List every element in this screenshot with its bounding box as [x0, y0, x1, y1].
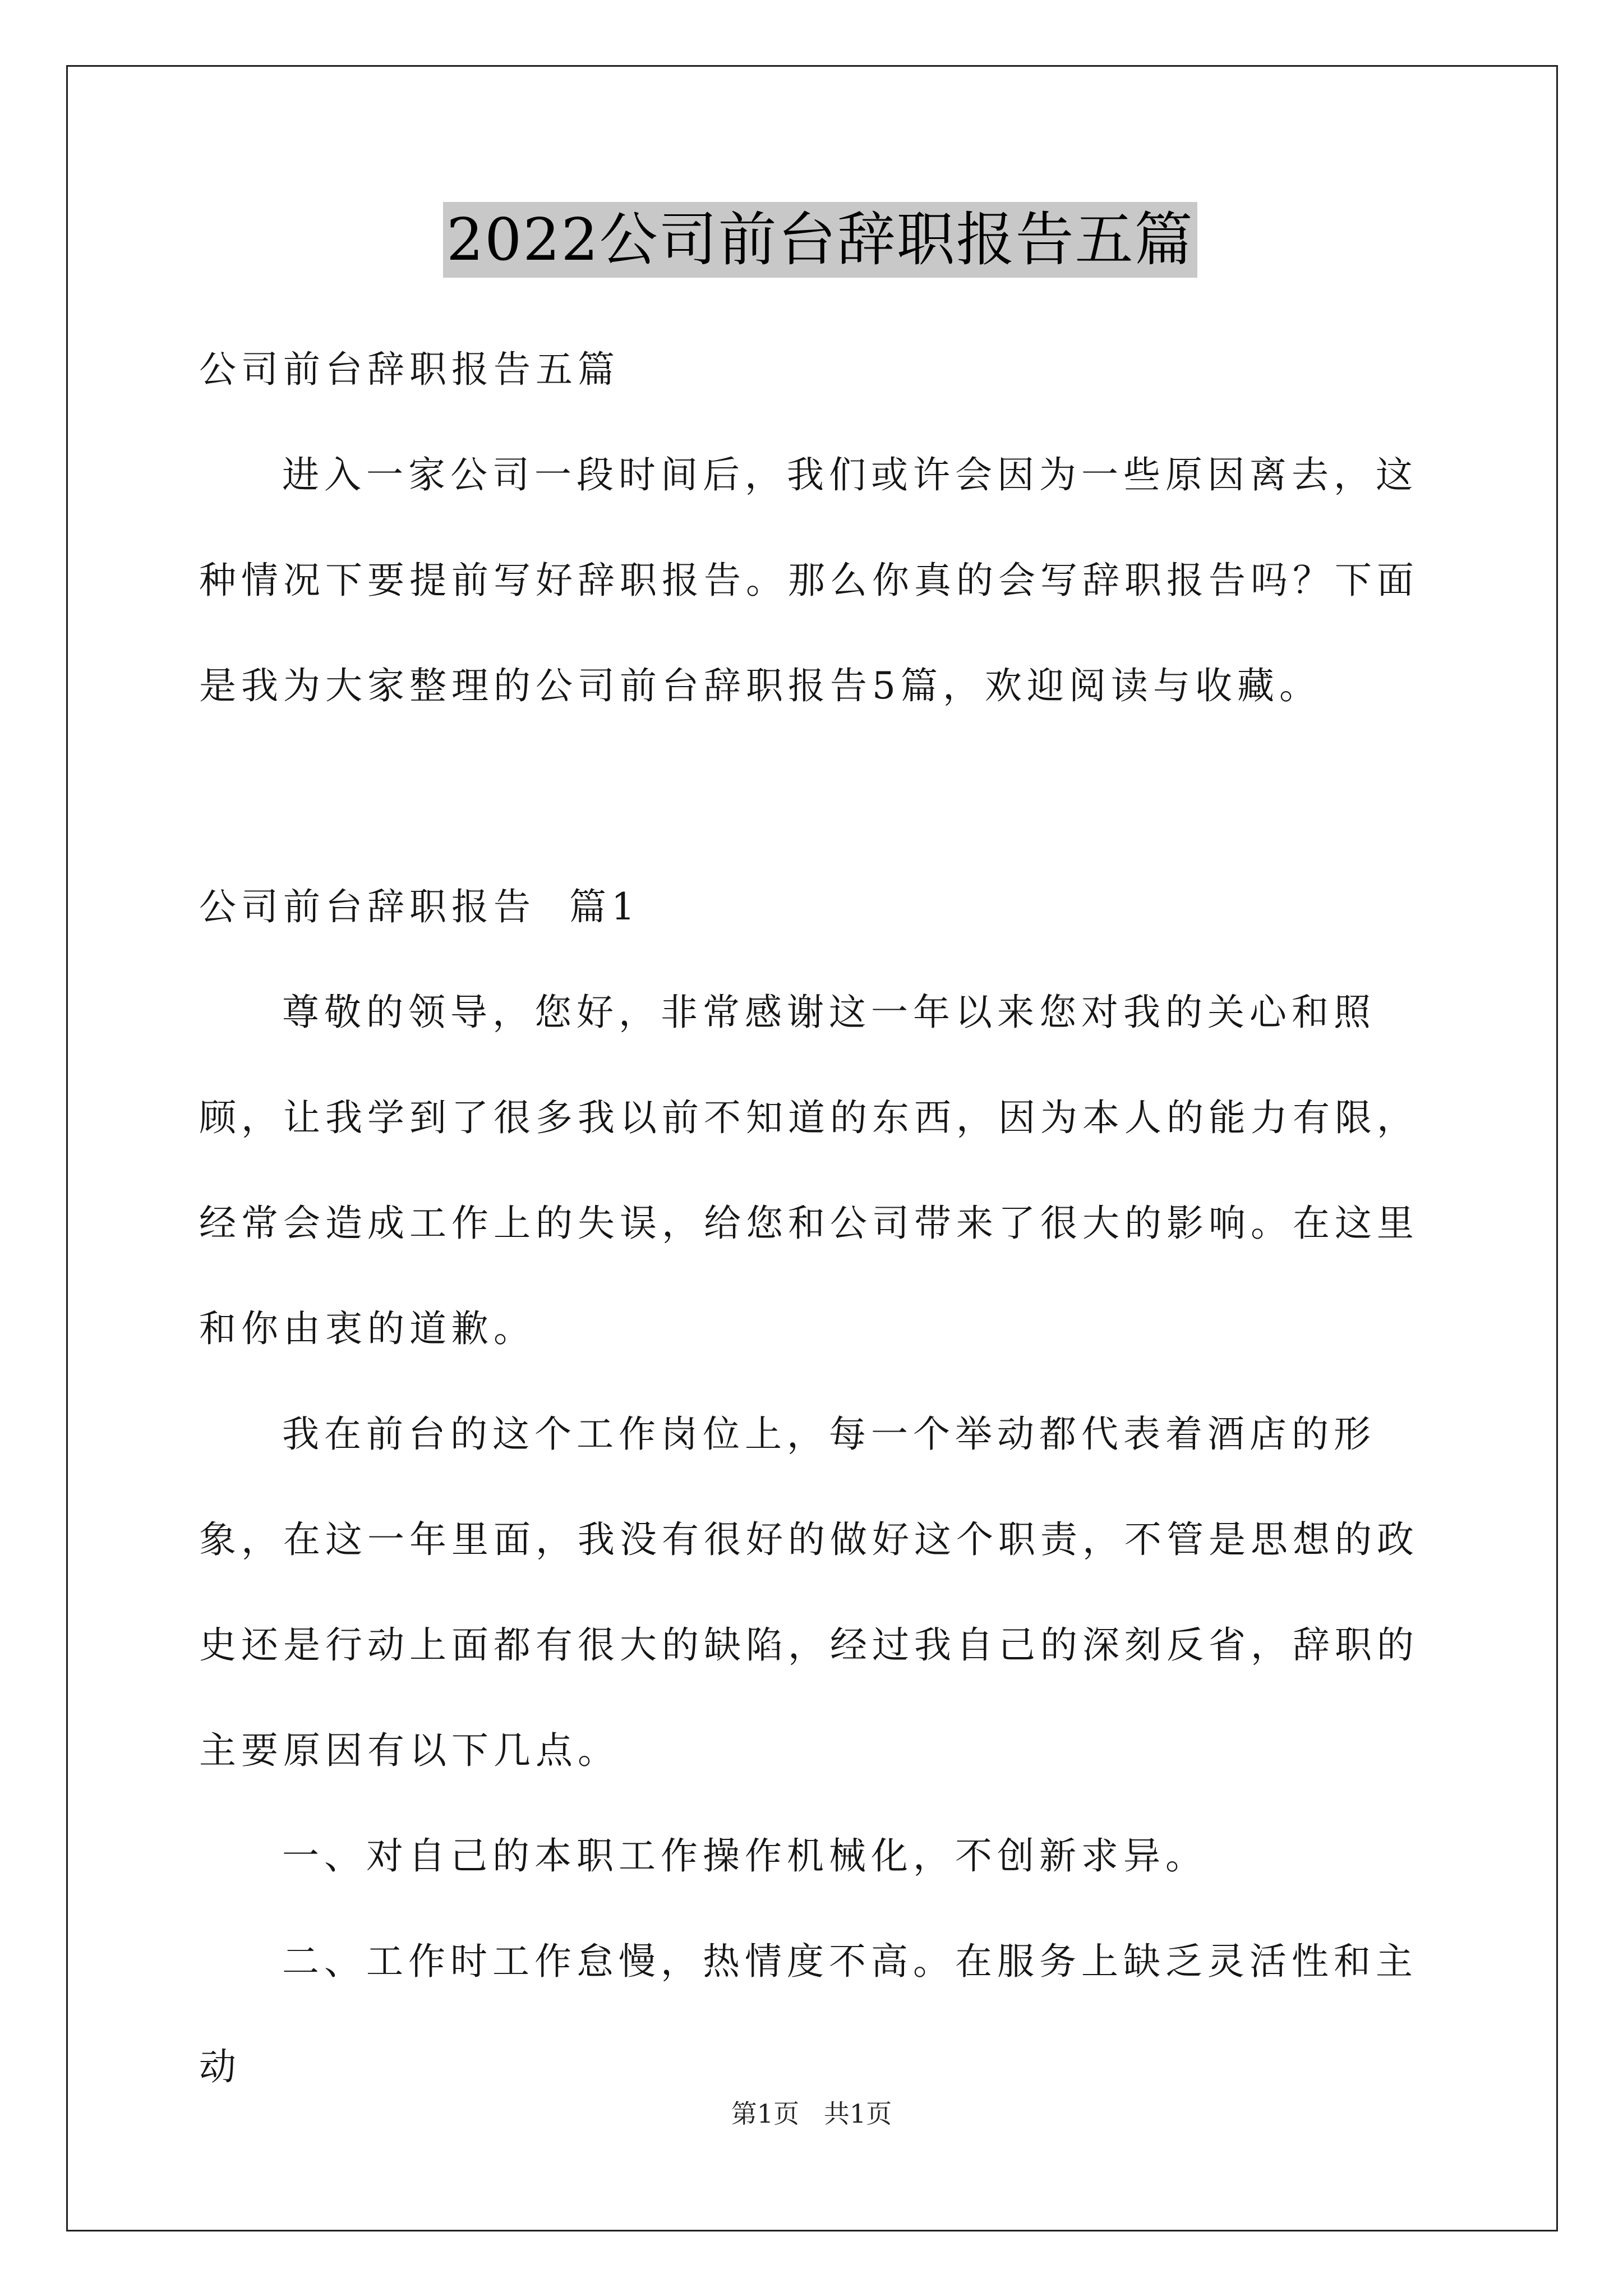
intro-paragraph: 进入一家公司一段时间后，我们或许会因为一些原因离去，这种情况下要提前写好辞职报告。那么你真的会写辞职报告吗？下面是我为大家整理的公司前台辞职报告5篇，欢迎阅读与收藏。: [199, 453, 1419, 707]
page-number: 第1页 共1页: [731, 2099, 892, 2129]
body-paragraph-1: 尊敬的领导，您好，非常感谢这一年以来您对我的关心和照顾，让我学到了很多我以前不知道的东西，因为本人的能力有限，经常会造成工作上的失误，给您和公司带来了很大的影响。在这里和你由衷的道歉。: [199, 991, 1419, 1350]
document-title: 2022公司前台辞职报告五篇: [443, 202, 1197, 278]
body-paragraph-2: 我在前台的这个工作岗位上，每一个举动都代表着酒店的形象，在这一年里面，我没有很好的做好这个职责，不管是思想的政史还是行动上面都有很大的缺陷，经过我自己的深刻反省，辞职的主要原因有以下几点。: [199, 1412, 1419, 1772]
body-paragraph-4: 二、工作时工作怠慢，热情度不高。在服务上缺乏灵活性和主动: [199, 1940, 1418, 2088]
section-heading: 公司前台辞职报告 篇1: [199, 885, 640, 928]
subtitle: 公司前台辞职报告五篇: [199, 348, 620, 391]
body-paragraph-3: 一、对自己的本职工作操作机械化，不创新求异。: [282, 1834, 1207, 1878]
